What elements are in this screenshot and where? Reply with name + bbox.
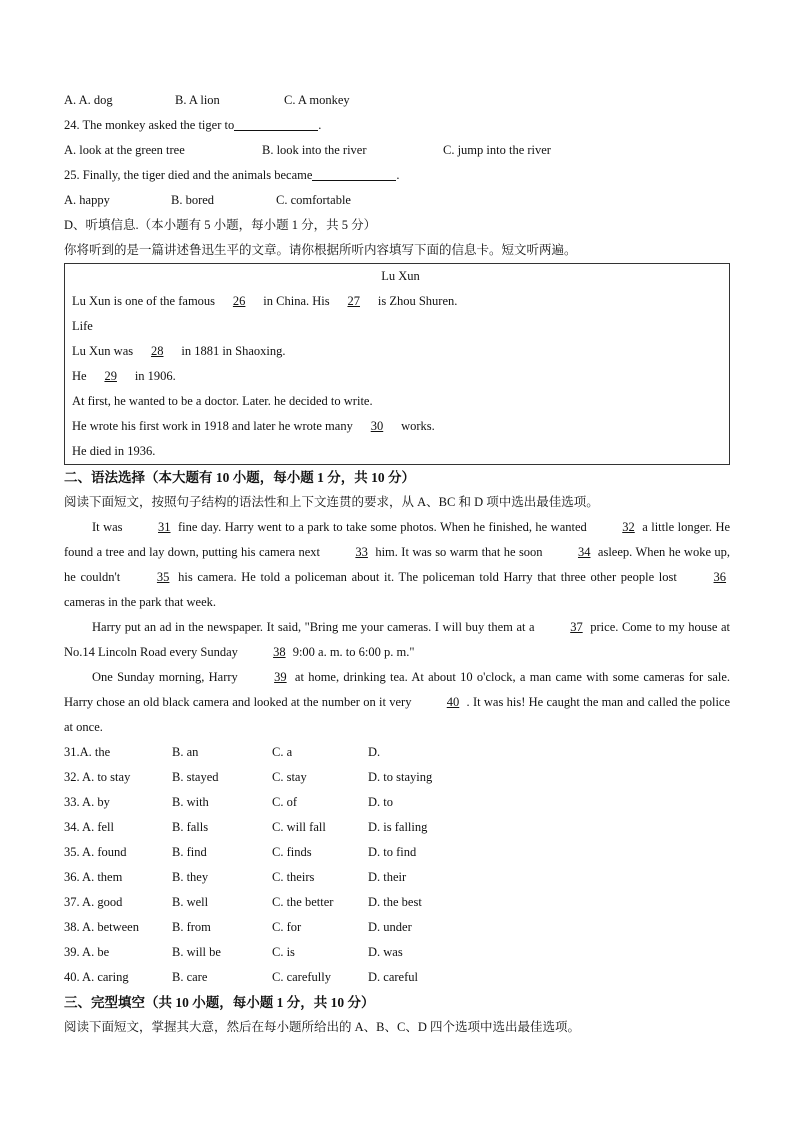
q25-option-c: C. comfortable [276,193,351,207]
option-d[interactable]: D. to [368,795,393,809]
question-31-options [64,740,730,765]
info-card-line-3 [72,339,729,364]
q23-option-c: C. A monkey [284,93,350,107]
blank-26[interactable]: 26 [232,294,246,308]
card-text: works. [401,419,435,433]
q24-stem [64,113,730,138]
option-a[interactable]: 39. A. be [64,945,110,959]
option-b[interactable]: B. will be [172,945,221,959]
blank-34[interactable]: 34 [577,545,591,559]
question-34-options [64,815,730,840]
section-d-instruction: 你将听到的是一篇讲述鲁迅生平的文章。请你根据所听内容填写下面的信息卡。短文听两遍。 [64,243,577,257]
passage-text: asleep. When he woke up, he couldn't [64,545,731,584]
info-card-line-7: He died in 1936. [72,444,156,458]
passage-text: It was [92,520,123,534]
blank-35[interactable]: 35 [156,570,170,584]
info-card-line-5: At first, he wanted to be a doctor. Later. he decided to write. [72,394,373,408]
q25-answer-line [312,166,396,181]
info-card-life-label: Life [72,319,93,333]
q25-option-a: A. happy [64,193,110,207]
option-a[interactable]: 40. A. caring [64,970,129,984]
option-c[interactable]: C. for [272,920,302,934]
section-d-title: D、听填信息.（本小题有 5 小题，每小题 1 分，共 5 分） [64,218,377,232]
blank-40[interactable]: 40 [446,695,460,709]
blank-36[interactable]: 36 [713,570,727,584]
blank-32[interactable]: 32 [622,520,635,534]
passage-text: at home, drinking tea. At about 10 o'clock, a man came with some cameras for sale. Harry chose an old black camera and looked at the number on it very [64,670,731,709]
option-d[interactable]: D. the best [368,895,422,909]
info-card-title: Lu Xun [381,269,420,283]
passage-text: a little longer. He found a tree and lay down, putting his camera next [64,520,731,559]
question-39-options [64,940,730,965]
passage-text: cameras in the park that week. [64,595,217,609]
q25-stem-text: 25. Finally, the tiger died and the animals became [64,168,313,182]
passage-text: One Sunday morning, Harry [92,670,238,684]
q24-option-c: C. jump into the river [443,143,551,157]
option-d[interactable]: D. was [368,945,403,959]
option-d[interactable]: D. to staying [368,770,433,784]
blank-28[interactable]: 28 [150,344,164,358]
option-c[interactable]: C. finds [272,845,312,859]
option-c[interactable]: C. will fall [272,820,326,834]
q24-options [64,138,730,163]
q25-options [64,188,730,213]
option-a[interactable]: 36. A. them [64,870,123,884]
option-b[interactable]: B. with [172,795,209,809]
section-2-instruction: 阅读下面短文，按照句子结构的语法性和上下文连贯的要求，从 A、BC 和 D 项中选出最佳选项。 [64,495,599,509]
option-b[interactable]: B. from [172,920,211,934]
question-35-options [64,840,730,865]
option-b[interactable]: B. falls [172,820,209,834]
option-a[interactable]: 33. A. by [64,795,110,809]
option-c[interactable]: C. the better [272,895,334,909]
blank-38[interactable]: 38 [273,645,286,659]
passage-text: him. It was so warm that he soon [375,545,543,559]
exam-page [64,88,730,1040]
option-a[interactable]: 37. A. good [64,895,123,909]
card-text: in 1881 in Shaoxing. [181,344,286,358]
q23-options [64,88,730,113]
passage-text: 9:00 a. m. to 6:00 p. m." [292,645,415,659]
card-text: Lu Xun is one of the famous [72,294,216,308]
option-c[interactable]: C. is [272,945,295,959]
option-a[interactable]: 34. A. fell [64,820,114,834]
option-b[interactable]: B. well [172,895,209,909]
passage-paragraph-3 [64,665,730,740]
card-text: He [72,369,87,383]
q24-option-a: A. look at the green tree [64,143,185,157]
option-a[interactable]: 31.A. the [64,745,111,759]
card-text: in China. His [263,294,330,308]
info-card-line-6 [72,414,729,439]
option-b[interactable]: B. care [172,970,208,984]
q23-option-b: B. A lion [175,93,220,107]
question-40-options [64,965,730,990]
question-32-options [64,765,730,790]
passage-text: . It was his! He caught the man and called the police at once. [64,695,731,734]
question-33-options [64,790,730,815]
option-c[interactable]: C. a [272,745,293,759]
option-d[interactable]: D. under [368,920,412,934]
card-text: is Zhou Shuren. [377,294,458,308]
option-c[interactable]: C. of [272,795,297,809]
card-text: He wrote his first work in 1918 and later he wrote many [72,419,353,433]
question-36-options [64,865,730,890]
passage-text: price. Come to my house at No.14 Lincoln Road every Sunday [64,620,730,659]
option-c[interactable]: C. carefully [272,970,332,984]
blank-37[interactable]: 37 [570,620,583,634]
option-a[interactable]: 38. A. between [64,920,139,934]
info-card-line-1 [72,289,729,314]
card-text: Lu Xun was [72,344,134,358]
passage-paragraph-2 [64,615,730,665]
option-b[interactable]: B. find [172,845,207,859]
question-38-options [64,915,730,940]
blank-31[interactable]: 31 [158,520,171,534]
q25-stem [64,163,730,188]
blank-39[interactable]: 39 [274,670,287,684]
section-3-title: 三、完型填空（共 10 小题，每小题 1 分，共 10 分） [64,995,375,1010]
q25-option-b: B. bored [171,193,215,207]
option-c[interactable]: C. theirs [272,870,315,884]
option-a[interactable]: 32. A. to stay [64,770,131,784]
info-card-line-4 [72,364,729,389]
option-b[interactable]: B. stayed [172,770,219,784]
q24-option-b: B. look into the river [262,143,367,157]
blank-30[interactable]: 30 [370,419,384,433]
blank-27[interactable]: 27 [347,294,360,308]
option-d[interactable]: D. [368,745,381,759]
q23-option-a: A. A. dog [64,93,113,107]
passage-text: fine day. Harry went to a park to take some photos. When he finished, he wanted [177,520,587,534]
option-a[interactable]: 35. A. found [64,845,127,859]
section-3-instruction: 阅读下面短文，掌握其大意，然后在每小题所给出的 A、B、C、D 四个选项中选出最佳选项。 [64,1020,580,1034]
q25-end: . [396,168,400,182]
passage-text: his camera. He told a policeman about it. The policeman told Harry that three other people lost [178,570,677,584]
option-d[interactable]: D. their [368,870,407,884]
blank-33[interactable]: 33 [355,545,368,559]
option-d[interactable]: D. to find [368,845,417,859]
section-2-title: 二、语法选择（本大题有 10 小题，每小题 1 分，共 10 分） [64,470,415,485]
info-card [64,263,730,465]
option-b[interactable]: B. an [172,745,199,759]
option-d[interactable]: D. careful [368,970,418,984]
option-d[interactable]: D. is falling [368,820,428,834]
passage-paragraph-1 [64,515,730,615]
card-text: in 1906. [134,369,176,383]
option-b[interactable]: B. they [172,870,209,884]
option-c[interactable]: C. stay [272,770,307,784]
blank-29[interactable]: 29 [104,369,117,383]
passage-text: Harry put an ad in the newspaper. It said, "Bring me your cameras. I will buy them at a [92,620,535,634]
q24-stem-text: 24. The monkey asked the tiger to [64,118,235,132]
q24-answer-line [234,116,318,131]
question-37-options [64,890,730,915]
q24-end: . [318,118,322,132]
